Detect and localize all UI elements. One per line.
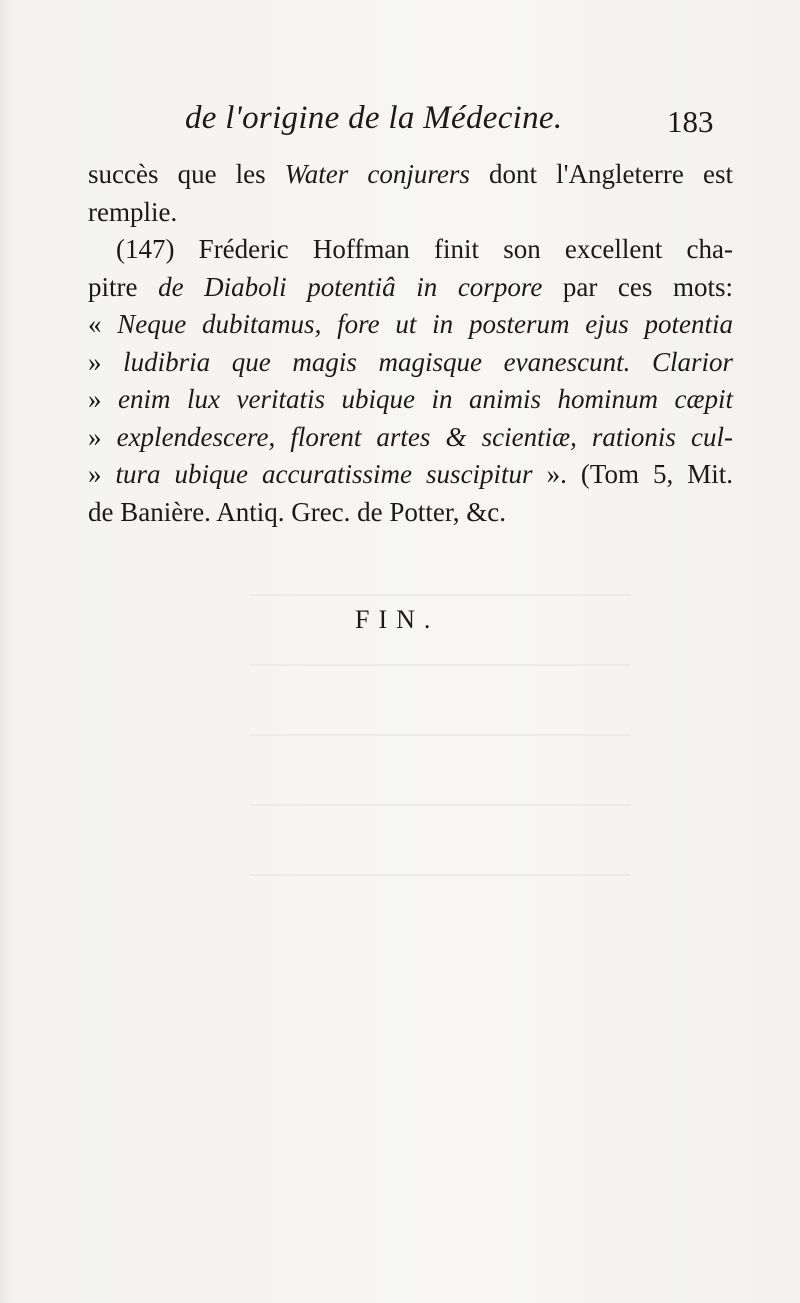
- text-segment: par ces mots:: [542, 271, 733, 302]
- text-segment: dont l'Angleterre est: [469, 159, 733, 189]
- text-segment: de Banière. Antiq. Grec. de Potter, &c.: [88, 496, 507, 527]
- text-line: [88, 269, 733, 307]
- footnote-text: [88, 156, 733, 531]
- text-segment: pitre: [88, 271, 159, 302]
- text-segment: remplie.: [88, 196, 178, 227]
- text-segment: succès que les: [88, 159, 285, 189]
- text-line: [88, 344, 733, 382]
- text-segment: (147) Fréderic Hoffman finit son excellent cha-: [116, 234, 733, 264]
- text-line: [88, 306, 733, 344]
- text-line: [88, 494, 733, 532]
- text-segment: »: [88, 459, 116, 489]
- text-line: [88, 231, 733, 269]
- text-segment: ». (Tom 5, Mit.: [532, 459, 734, 489]
- text-segment: »: [88, 421, 117, 452]
- italic-segment: Neque dubitamus, fore ut in posterum ejus potentia: [117, 309, 734, 339]
- text-segment: »: [88, 384, 119, 414]
- italic-segment: Water conjurers: [284, 159, 470, 189]
- running-title: de l'origine de la Médecine.: [185, 100, 563, 136]
- text-segment: «: [88, 309, 118, 339]
- text-line: [88, 419, 733, 457]
- italic-segment: enim lux veritatis ubique in animis hominum cæpit: [118, 384, 734, 414]
- italic-segment: de Diaboli potentiâ in corpore: [158, 271, 543, 302]
- text-line: [88, 456, 733, 494]
- italic-segment: ludibria que magis magisque evanescunt. Clarior: [123, 346, 734, 377]
- bleed-through-texture: [250, 530, 630, 910]
- text-line: [88, 381, 733, 419]
- text-segment: »: [88, 346, 124, 377]
- italic-segment: tura ubique accuratissime suscipitur: [115, 459, 533, 489]
- text-line: [88, 156, 733, 194]
- page-number: 183: [667, 104, 714, 139]
- italic-segment: explendescere, florent artes & scientiæ, rationis cul-: [116, 421, 733, 452]
- fin-marker: FIN.: [355, 605, 440, 634]
- text-line: [88, 194, 733, 232]
